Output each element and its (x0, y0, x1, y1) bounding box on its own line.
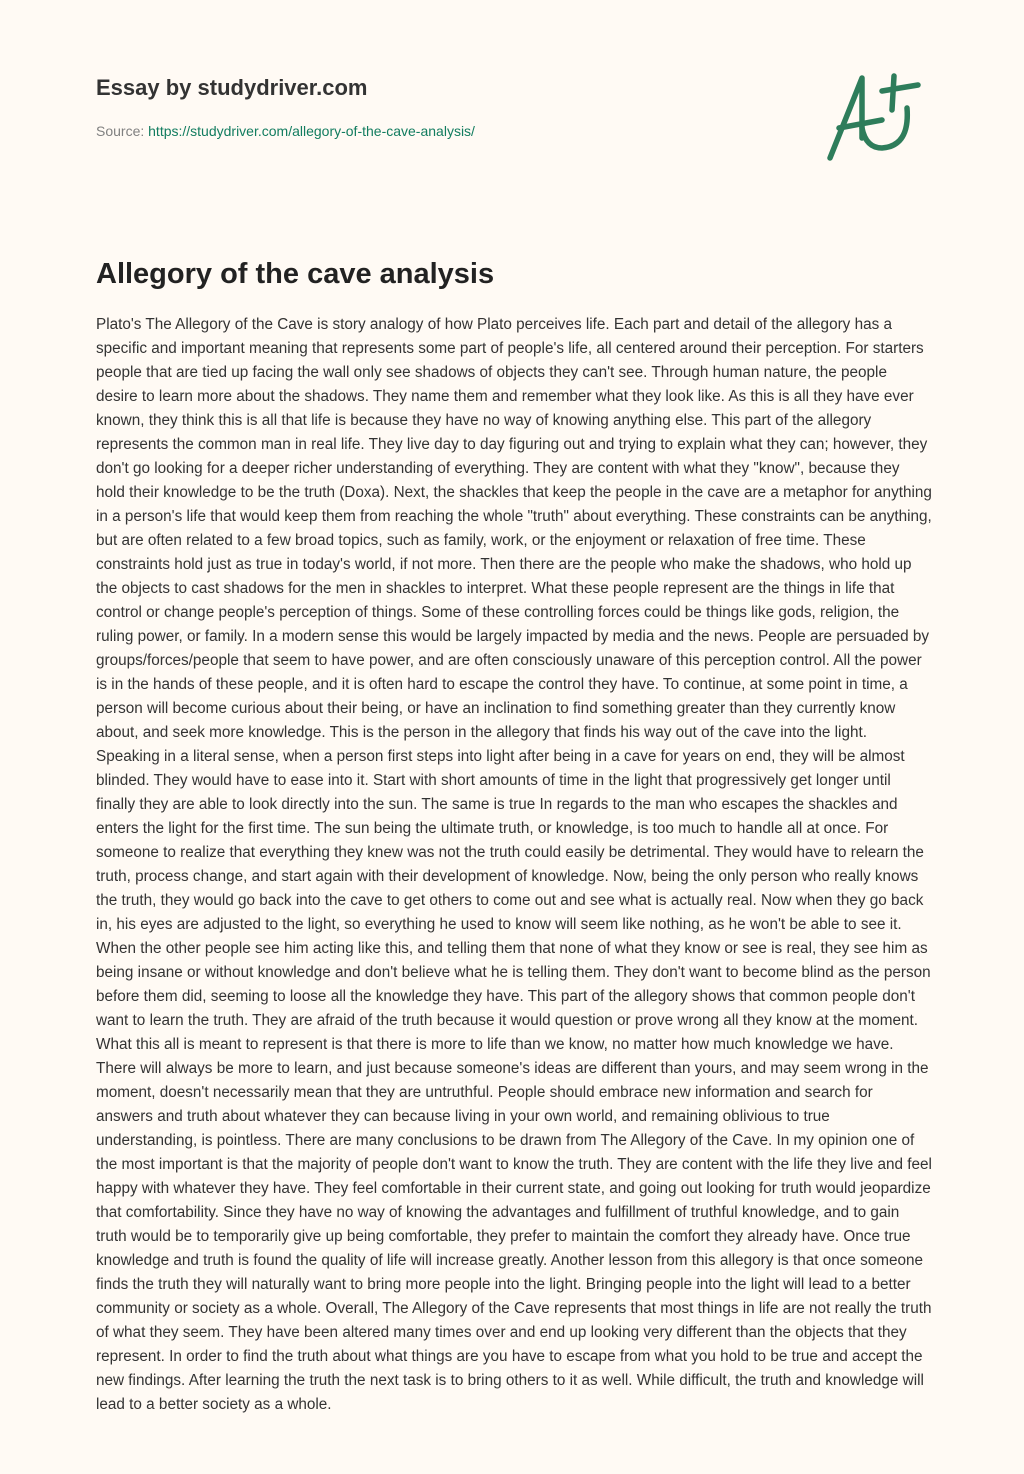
site-title: Essay by studydriver.com (96, 75, 368, 100)
essay-body: Plato's The Allegory of the Cave is story analogy of how Plato perceives life. Each part and detail of the allegory has a specific and important meaning that represents some part of people's life, all centered around their perception. For starters people that are tied up facing the wall only see shadows of objects they can't see. Through human nature, the people desire to learn more about the shadows. They name them and remember what they look like. As this is all they have ever known, they think this is all that life is because they have no way of knowing anything else. This part of the allegory represents the common man in real life. They live day to day figuring out and trying to explain what they can; however, they don't go looking for a deeper richer understanding of everything. They are content with what they "know", because they hold their knowledge to be the truth (Doxa). Next, the shackles that keep the people in the cave are a metaphor for anything in a person's life that would keep them from reaching the whole "truth" about everything. These constraints can be anything, but are often related to a few broad topics, such as family, work, or the enjoyment or relaxation of free time. These constraints hold just as true in today's world, if not more. Then there are the people who make the shadows, who hold up the objects to cast shadows for the men in shackles to interpret. What these people represent are the things in life that control or change people's perception of things. Some of these controlling forces could be things like gods, religion, the ruling power, or family. In a modern sense this would be largely impacted by media and the news. People are persuaded by groups/forces/people that seem to have power, and are often consciously unaware of this perception control. All the power is in the hands of these people, and it is often hard to escape the control they have. To continue, at some point in time, a person will become curious about their being, or have an inclination to find something greater than they currently know about, and seek more knowledge. This is the person in the allegory that finds his way out of the cave into the light. Speaking in a literal sense, when a person first steps into light after being in a cave for years on end, they will be almost blinded. They would have to ease into it. Start with short amounts of time in the light that progressively get longer until finally they are able to look directly into the sun. The same is true In regards to the man who escapes the shackles and enters the light for the first time. The sun being the ultimate truth, or knowledge, is too much to handle all at once. For someone to realize that everything they knew was not the truth could easily be detrimental. They would have to relearn the truth, process change, and start again with their development of knowledge. Now, being the only person who really knows the truth, they would go back into the cave to get others to come out and see what is actually real. Now when they go back in, his eyes are adjusted to the light, so everything he used to know will seem like nothing, as he won't be able to see it. When the other people see him acting like this, and telling them that none of what they know or see is real, they see him as being insane or without knowledge and don't believe what he is telling them. They don't want to become blind as the person before them did, seeming to loose all the knowledge they have. This part of the allegory shows that common people don't want to learn the truth. They are afraid of the truth because it would question or prove wrong all they know at the moment. What this all is meant to represent is that there is more to life than we know, no matter how much knowledge we have. There will always be more to learn, and just because someone's ideas are different than yours, and may seem wrong in the moment, doesn't necessarily mean that they are untruthful. People should embrace new information and search for answers and truth about whatever they can because living in your own world, and remaining oblivious to true understanding, is pointless. There are many conclusions to be drawn from The Allegory of the Cave. In my opinion one of the most important is that the majority of people don't want to know the truth. They are content with the life they live and feel happy with whatever they have. They feel comfortable in their current state, and going out looking for truth would jeopardize that comfortability. Since they have no way of knowing the advantages and fulfillment of truthful knowledge, and to gain truth would be to temporarily give up being comfortable, they prefer to maintain the comfort they already have. Once true knowledge and truth is found the quality of life will increase greatly. Another lesson from this allegory is that once someone finds the truth they will naturally want to bring more people into the light. Bringing people into the light will lead to a better community or society as a whole. Overall, The Allegory of the Cave represents that most things in life are not really the truth of what they seem. They have been altered many times over and end up looking very different than the objects that they represent. In order to find the truth about what things are you have to escape from what you hold to be true and accept the new findings. After learning the truth the next task is to bring others to it as well. While difficult, the truth and knowledge will lead to a better society as a whole. (96, 316, 932, 1413)
source-label: Source: (96, 123, 149, 139)
a-plus-grade-icon (822, 68, 926, 164)
source-line (96, 122, 475, 140)
essay-title: Allegory of the cave analysis (96, 258, 495, 290)
source-link[interactable]: https://studydriver.com/allegory-of-the-cave-analysis/ (148, 123, 475, 139)
